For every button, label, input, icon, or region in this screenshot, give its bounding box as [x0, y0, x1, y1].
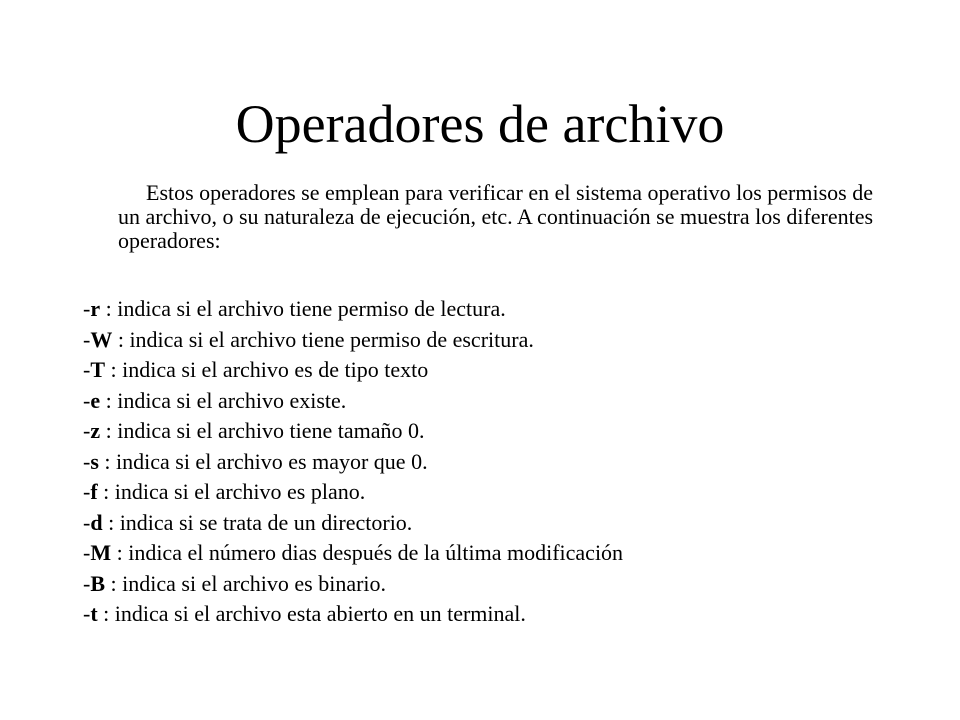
- operator-description: : indica si el archivo existe.: [100, 387, 347, 413]
- operator-description: : indica si se trata de un directorio.: [102, 509, 413, 535]
- operator-list: [83, 294, 623, 630]
- operator-flag: W: [90, 326, 113, 352]
- operator-flag: s: [90, 448, 99, 474]
- operator-flag: B: [90, 570, 106, 596]
- operator-dash: -: [83, 479, 91, 504]
- operator-dash: -: [83, 448, 91, 474]
- operator-description: : indica si el archivo es plano.: [97, 479, 366, 504]
- operator-description: : indica si el archivo es mayor que 0.: [98, 448, 428, 474]
- operator-dash: -: [83, 601, 91, 626]
- operator-item: [83, 447, 623, 478]
- operator-item: [83, 386, 623, 417]
- operator-flag: z: [90, 418, 101, 443]
- slide-title: Operadores de archivo: [235, 94, 725, 154]
- operator-description: : indica si el archivo es de tipo texto: [105, 357, 429, 382]
- operator-flag: e: [90, 387, 101, 413]
- operator-flag: t: [90, 601, 98, 626]
- operator-dash: -: [83, 326, 91, 352]
- operator-item: [83, 294, 623, 325]
- operator-description: : indica el número dias después de la última modificación: [111, 540, 624, 565]
- operator-flag: r: [90, 296, 101, 321]
- operator-item: [83, 569, 623, 600]
- operator-item: [83, 508, 623, 539]
- operator-dash: -: [83, 509, 91, 535]
- operator-flag: T: [90, 357, 106, 382]
- operator-item: [83, 325, 623, 356]
- operator-flag: M: [90, 540, 112, 565]
- operator-dash: -: [83, 387, 91, 413]
- operator-description: : indica si el archivo tiene tamaño 0.: [100, 418, 425, 443]
- operator-dash: -: [83, 570, 91, 596]
- operator-description: : indica si el archivo tiene permiso de escritura.: [112, 326, 534, 352]
- operator-item: [83, 538, 623, 569]
- operator-dash: -: [83, 418, 91, 443]
- operator-flag: f: [90, 479, 98, 504]
- operator-item: [83, 599, 623, 630]
- operator-dash: -: [83, 540, 91, 565]
- intro-paragraph: Estos operadores se emplean para verificar en el sistema operativo los permisos de un archivo, o su naturaleza de ejecución, etc. A continuación se muestra los diferentes operadores:: [118, 180, 874, 253]
- operator-description: : indica si el archivo es binario.: [105, 570, 387, 596]
- operator-dash: -: [83, 357, 91, 382]
- operator-description: : indica si el archivo esta abierto en un terminal.: [97, 601, 526, 626]
- operator-flag: d: [90, 509, 103, 535]
- operator-item: [83, 477, 623, 508]
- operator-dash: -: [83, 296, 91, 321]
- operator-description: : indica si el archivo tiene permiso de lectura.: [100, 296, 506, 321]
- operator-item: [83, 416, 623, 447]
- operator-item: [83, 355, 623, 386]
